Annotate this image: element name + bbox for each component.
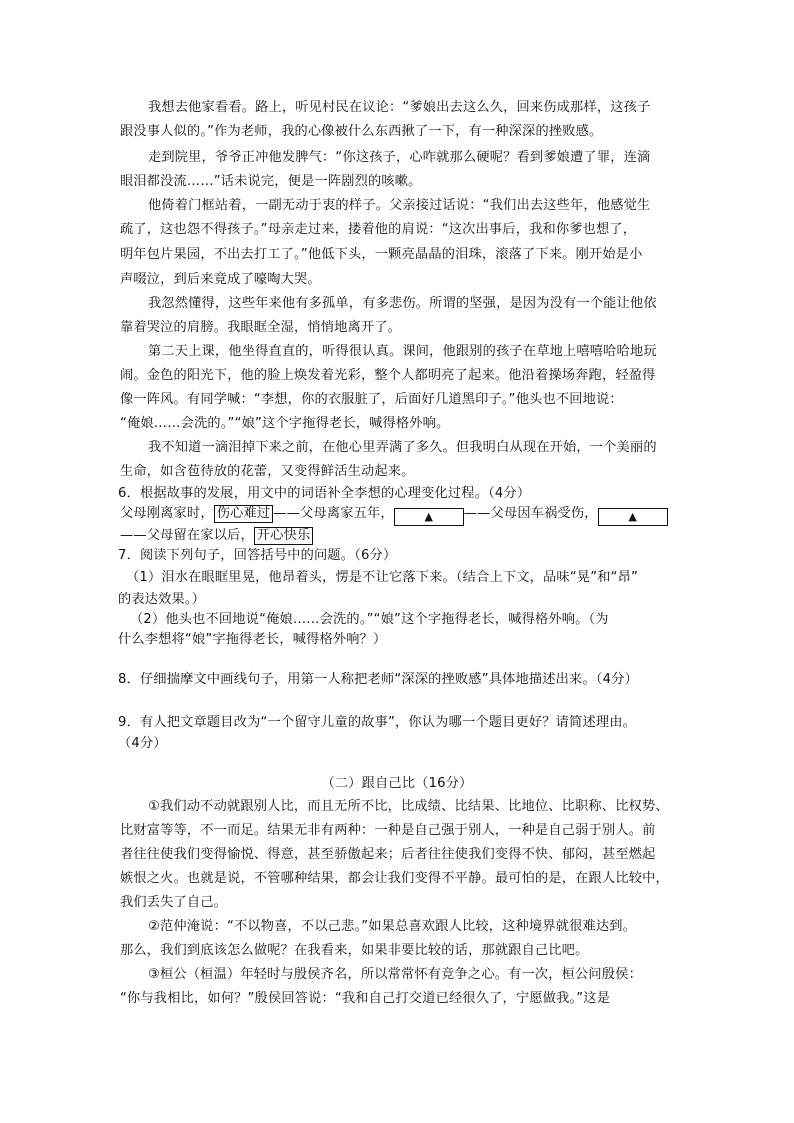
question-6-chain-row2 xyxy=(120,526,690,546)
passage-line: 比财富等等，不一而足。结果无非有两种：一种是自己强于别人，一种是自己弱于别人。前 xyxy=(120,823,656,838)
passage-line: 我忽然懂得，这些年来他有多孤单，有多悲伤。所谓的坚强，是因为没有一个能让他依 xyxy=(148,296,657,311)
question-6-chain-row1 xyxy=(120,504,690,526)
q6-text: 父母刚离家时， xyxy=(120,506,214,521)
passage-line: 生命，如含苞待放的花蕾，又变得鲜活生动起来。 xyxy=(120,464,415,479)
q6-text: ——父母因车祸受伤， xyxy=(463,506,598,521)
question-7-stem: 7．阅读下列句子，回答括号中的问题。（6分） xyxy=(118,548,397,563)
passage-line: 眼泪都没流……”话未说完，便是一阵剧烈的咳嗽。 xyxy=(120,174,422,189)
q6-answer-box-2: 开心快乐 xyxy=(254,527,314,545)
q6-blank-1[interactable]: ▲ xyxy=(394,508,464,526)
passage-line: 我不知道一滴泪掉下来之前，在他心里弄满了多久。但我明白从现在开始，一个美丽的 xyxy=(148,440,657,455)
passage-line: 他倚着门框站着，一副无动于衷的样子。父亲接过话说：“我们出去这些年，他感觉生 xyxy=(148,198,651,213)
passage-line: 我想去他家看看。路上，听见村民在议论：“爹娘出去这么久，回来伤成那样，这孩子 xyxy=(148,100,651,115)
question-7-sub2-cont: 什么李想将“娘”字拖得老长，喊得格外响？） xyxy=(118,632,387,647)
passage-line: 疏了，这也怨不得孩子。”母亲走过来，搂着他的肩说：“这次出事后，我和你爹也想了， xyxy=(120,222,637,237)
passage-line: “俺娘……会洗的。”“娘”这个字拖得老长，喊得格外响。 xyxy=(120,416,450,431)
passage-line: 嫉恨之火。也就是说，不管哪种结果，都会让我们变得不平静。最可怕的是，在跟人比较中， xyxy=(120,871,669,886)
passage-line: 第二天上课，他坐得直直的，听得很认真。课间，他跟别的孩子在草地上嘻嘻哈哈地玩 xyxy=(148,344,657,359)
q6-answer-box-1: 伤心难过 xyxy=(214,505,274,523)
passage-line: 走到院里，爷爷正冲他发脾气：“你这孩子，心咋就那么硬呢？看到爹娘遭了罪，连滴 xyxy=(148,150,651,165)
passage-line: 靠着哭泣的肩膀。我眼眶全湿，悄悄地离开了。 xyxy=(120,320,402,335)
q6-blank-2[interactable]: ▲ xyxy=(598,508,668,526)
passage-line: 那么，我们到底该怎么做呢？在我看来，如果非要比较的话，那就跟自己比吧。 xyxy=(120,943,589,958)
question-9: 9．有人把文章题目改为“一个留守儿童的故事”，你认为哪一个题目更好？请简述理由。 xyxy=(118,715,636,730)
passage-line: 跟没事人似的。”作为老师，我的心像被什么东西揪了一下，有一种深深的挫败感。 xyxy=(120,124,603,139)
passage-line: “你与我相比，如何？”殷侯回答说：“我和自己打交道已经很久了，宁愿做我。”这是 xyxy=(120,991,611,1006)
passage-line: ①我们动不动就跟别人比，而且无所不比，比成绩、比结果、比地位、比职称、比权势、 xyxy=(148,799,669,814)
question-7-sub2: （2）他头也不回地说“俺娘……会洗的。”“娘”这个字拖得老长，喊得格外响。（为 xyxy=(130,612,609,627)
question-7-sub1-cont: 的表达效果。） xyxy=(118,592,206,607)
question-8: 8．仔细揣摩文中画线句子，用第一人称把老师“深深的挫败感”具体地描述出来。（4分） xyxy=(118,672,638,687)
passage-line: ②范仲淹说：“不以物喜，不以己悲。”如果总喜欢跟人比较，这种境界就很难达到。 xyxy=(148,919,637,934)
question-9-score: （4分） xyxy=(118,736,167,751)
passage-line: 我们丢失了自己。 xyxy=(120,895,228,910)
q6-text: ——父母留在家以后， xyxy=(120,528,254,543)
passage-line: 闹。金色的阳光下，他的脸上焕发着光彩，整个人都明亮了起来。他沿着操场奔跑，轻盈得 xyxy=(120,368,656,383)
passage-line: 声啜泣，到后来竟成了嚎啕大哭。 xyxy=(120,272,321,287)
question-7-sub1: （1）泪水在眼眶里晃，他昂着头，愣是不让它落下来。（结合上下文，品味“晃”和“昂” xyxy=(126,570,639,585)
q6-text: ——父母离家五年， xyxy=(273,506,394,521)
passage-line: 明年包片果园，不出去打工了。”他低下头，一颗亮晶晶的泪珠，滚落了下来。刚开始是小 xyxy=(120,247,643,262)
question-6-stem: 6．根据故事的发展，用文中的词语补全李想的心理变化过程。（4分） xyxy=(118,486,531,501)
passage-line: 者往往使我们变得愉悦、得意，甚至骄傲起来；后者往往使我们变得不快、郁闷，甚至燃起 xyxy=(120,847,656,862)
passage-line: 像一阵风。有同学喊：“李想，你的衣服脏了，后面好几道黑印子。”他头也不回地说： xyxy=(120,392,623,407)
section-2-title: （二）跟自己比（16分） xyxy=(321,776,473,791)
passage-line: ③桓公（桓温）年轻时与殷侯齐名，所以常常怀有竞争之心。有一次，桓公问殷侯： xyxy=(148,967,642,982)
